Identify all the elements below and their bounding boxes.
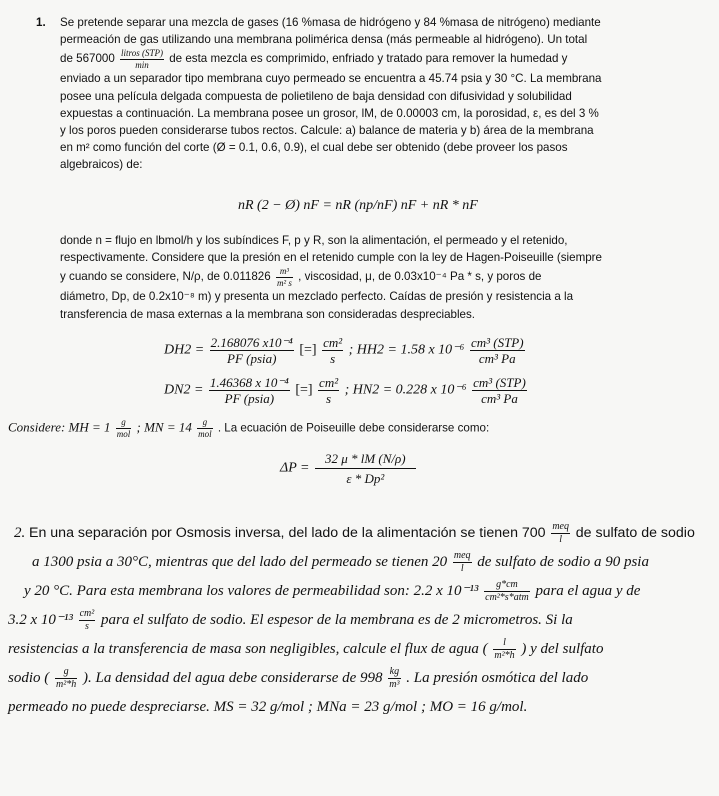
p2-l4a: 3.2 x 10⁻¹³	[8, 612, 73, 628]
problem-2-line-6	[8, 664, 714, 693]
dh2-unit-numerator: cm²	[323, 335, 343, 350]
problem-1-intro-line-1: Se pretende separar una mezcla de gases (16 %masa de hidrógeno y 84 %masa de nitrógeno) mediante	[60, 16, 601, 29]
p2-l2b: de sulfato de sodio a 90 psia	[477, 554, 649, 570]
where-line-1: donde n = flujo en lbmol/h y los subíndices F, p y R, son la alimentación, el permeado y el retenido,	[60, 234, 568, 247]
dh2-numerator: 2.168076 x10⁻⁴	[210, 335, 293, 350]
np-unit-numerator: m³	[276, 267, 293, 278]
dh2-denominator: PF (psia)	[227, 351, 277, 366]
p2-l4-unit-num: cm²	[79, 608, 95, 620]
hn2-unit-denominator: cm³ Pa	[481, 391, 518, 406]
dn2-equiv: [=]	[295, 382, 313, 398]
consider-suffix: . La ecuación de Poiseuille debe considerarse como:	[217, 421, 490, 435]
problem-1-body-line-5: en m² como función del corte (Ø = 0.1, 0.6, 0.9), el cual debe ser obtenido (debe proveer los pasos	[60, 141, 568, 155]
dn2-denominator: PF (psia)	[224, 391, 275, 406]
p2-l1b: de sulfato de sodio	[575, 525, 695, 541]
dh2-fraction	[210, 336, 294, 365]
diameter-line: diámetro, Dp, de 0.2x10⁻⁸ m) y presenta un mezclado perfecto. Caídas de presión y resistencia a la	[60, 290, 574, 304]
hn2-unit-fraction	[472, 376, 527, 405]
p2-l5-unit	[493, 638, 515, 661]
p2-l2-unit-num: meq	[453, 550, 471, 562]
p2-l6b: ). La densidad del agua debe considerarse de 998	[82, 670, 383, 686]
problem-1-intro-line-2: permeación de gas utilizando una membrana polimérica densa (más permeable al hidrógeno). Un total	[60, 33, 588, 47]
p2-l5b: ) y del sulfato	[521, 641, 604, 657]
balance-equation: nR (2 − Ø) nF = nR (np/nF) nF + nR * nF	[238, 198, 478, 213]
p2-l1-unit	[551, 522, 570, 545]
p2-l2-unit	[453, 551, 472, 574]
dn2-unit-numerator: cm²	[319, 375, 339, 390]
p2-l3a: y 20 °C. Para esta membrana los valores de permeabilidad son: 2.2 x 10⁻¹³	[24, 583, 479, 599]
dn2-unit-denominator: s	[326, 391, 332, 406]
dh2-equiv: [=]	[299, 342, 317, 358]
dh2-equation	[164, 336, 527, 365]
problem-1-number: 1.	[36, 16, 46, 29]
problem-2	[8, 519, 714, 722]
p2-l3b: para el agua y de	[535, 583, 641, 599]
where-line-2: respectivamente. Considere que la presión en el retenido cumple con la ley de Hagen-Poiseuille (siempre	[60, 251, 602, 265]
p2-l6-unit-den: m²*h	[56, 679, 77, 691]
problem-1-body-line-6: algebraicos) de:	[60, 158, 143, 172]
p2-l3-unit	[484, 580, 530, 603]
p2-l6-unit2	[388, 667, 400, 690]
flow-unit-numerator: litros (STP)	[121, 47, 163, 58]
flow-suffix: de esta mezcla es comprimido, enfriado y tratado para remover la humedad y	[169, 52, 568, 66]
p2-l3-unit-den: cm²*s*atm	[485, 592, 529, 604]
p2-l1a: En una separación por Osmosis inversa, del lado de la alimentación se tienen 700	[29, 525, 546, 541]
problem-2-line-3	[8, 577, 714, 606]
p2-l5a: resistencias a la transferencia de masa son negligibles, calcule el flux de agua (	[8, 641, 488, 657]
dn2-lhs: DN2 =	[164, 382, 204, 398]
p2-l4-unit-den: s	[84, 621, 89, 633]
consider-prefix: Considere: MH = 1	[8, 419, 111, 435]
dp-lhs: ΔP =	[280, 460, 310, 476]
mh-unit-fraction	[116, 418, 132, 439]
hh2-unit-fraction	[470, 336, 525, 365]
problem-2-line-4	[8, 606, 714, 635]
mn-text: ; MN = 14	[136, 419, 192, 435]
p2-l6-unit2-den: m³	[389, 679, 400, 691]
flow-unit-denominator: min	[135, 59, 149, 70]
p2-l5-unit-num: l	[493, 638, 515, 650]
problem-1-body-line-1: enviado a un separador tipo membrana cuyo permeado se encuentra a 45.74 psia y 30 °C. La membrana	[60, 72, 602, 86]
mh-unit-numerator: g	[116, 418, 132, 429]
problem-2-line-7: permeado no puede despreciarse. MS = 32 g/mol ; MNa = 23 g/mol ; MO = 16 g/mol.	[8, 699, 528, 715]
dh2-lhs: DH2 =	[164, 342, 205, 358]
problem-1-body-line-2: posee una película delgada compuesta de polietileno de baja densidad con difusividad y solubilidad	[60, 89, 572, 103]
dp-fraction	[315, 452, 416, 485]
consider-line-content	[8, 418, 708, 439]
problem-2-number: 2.	[14, 525, 26, 541]
p2-l1-unit-den: l	[559, 534, 563, 546]
p2-l6-unit2-num: kg	[389, 666, 400, 678]
mh-unit-denominator: mol	[116, 429, 131, 439]
hh2-value: ; HH2 = 1.58 x 10⁻⁶	[348, 342, 465, 358]
p2-l6-unit	[55, 667, 77, 690]
problem-2-line-2	[8, 548, 714, 577]
dn2-fraction	[209, 376, 290, 405]
problem-1-body-line-4: y los poros pueden considerarse tubos rectos. Calcule: a) balance de materia y b) área de la membrana	[60, 124, 594, 138]
dn2-numerator: 1.46368 x 10⁻⁴	[209, 375, 289, 390]
p2-l6c: . La presión osmótica del lado	[406, 670, 589, 686]
hn2-value: ; HN2 = 0.228 x 10⁻⁶	[344, 382, 467, 398]
flow-prefix: de 567000	[60, 52, 115, 66]
np-unit-denominator: m² s	[276, 277, 292, 288]
p2-l3-unit-num: g*cm	[484, 580, 530, 592]
np-line	[60, 266, 648, 288]
p2-l4b: para el sulfato de sodio. El espesor de la membrana es de 2 micrometros. Si la	[101, 612, 573, 628]
hh2-unit-denominator: cm³ Pa	[478, 351, 516, 366]
mn-unit-denominator: mol	[198, 429, 212, 439]
np-unit-fraction	[276, 267, 293, 288]
problem-1	[36, 14, 648, 174]
dn2-unit-fraction	[318, 376, 339, 405]
dn2-equation	[164, 376, 529, 405]
mn-unit-fraction	[197, 418, 213, 439]
np-line-b: , viscosidad, μ, de 0.03x10⁻⁴ Pa * s, y poros de	[298, 270, 542, 284]
np-line-a: y cuando se considere, N/ρ, de 0.011826	[60, 270, 271, 284]
problem-2-line-1	[8, 519, 714, 548]
p2-l6a: sodio (	[8, 670, 50, 686]
hh2-unit-numerator: cm³ (STP)	[470, 335, 524, 350]
dh2-unit-fraction	[322, 336, 343, 365]
problem-1-flow-line	[60, 48, 648, 70]
problem-2-line-5	[8, 635, 714, 664]
p2-l6-unit-num: g	[55, 667, 77, 679]
hn2-unit-numerator: cm³ (STP)	[473, 375, 526, 390]
transfer-line: transferencia de masa externas a la membrana son consideradas despreciables.	[60, 307, 476, 321]
p2-l2a: a 1300 psia a 30°C, mientras que del lado del permeado se tienen 20	[32, 554, 448, 570]
poiseuille-equation	[280, 452, 418, 485]
problem-1-where-block	[60, 232, 648, 323]
consider-line	[8, 418, 708, 439]
p2-l4-unit	[79, 609, 96, 632]
p2-l5-unit-den: m²*h	[494, 650, 515, 662]
problem-1-body-line-3: expuestas a continuación. La membrana posee un grosor, lM, de 0.00003 cm, la porosidad, ε, es del 3 %	[60, 106, 599, 120]
dh2-unit-denominator: s	[330, 351, 336, 366]
flow-unit-fraction	[120, 49, 164, 70]
p2-l2-unit-den: l	[460, 563, 464, 575]
dp-denominator: ε * Dp²	[346, 471, 385, 486]
p2-l1-unit-num: meq	[552, 521, 569, 533]
dp-numerator: 32 μ * lM (N/ρ)	[315, 452, 416, 469]
mn-unit-numerator: g	[197, 418, 213, 429]
